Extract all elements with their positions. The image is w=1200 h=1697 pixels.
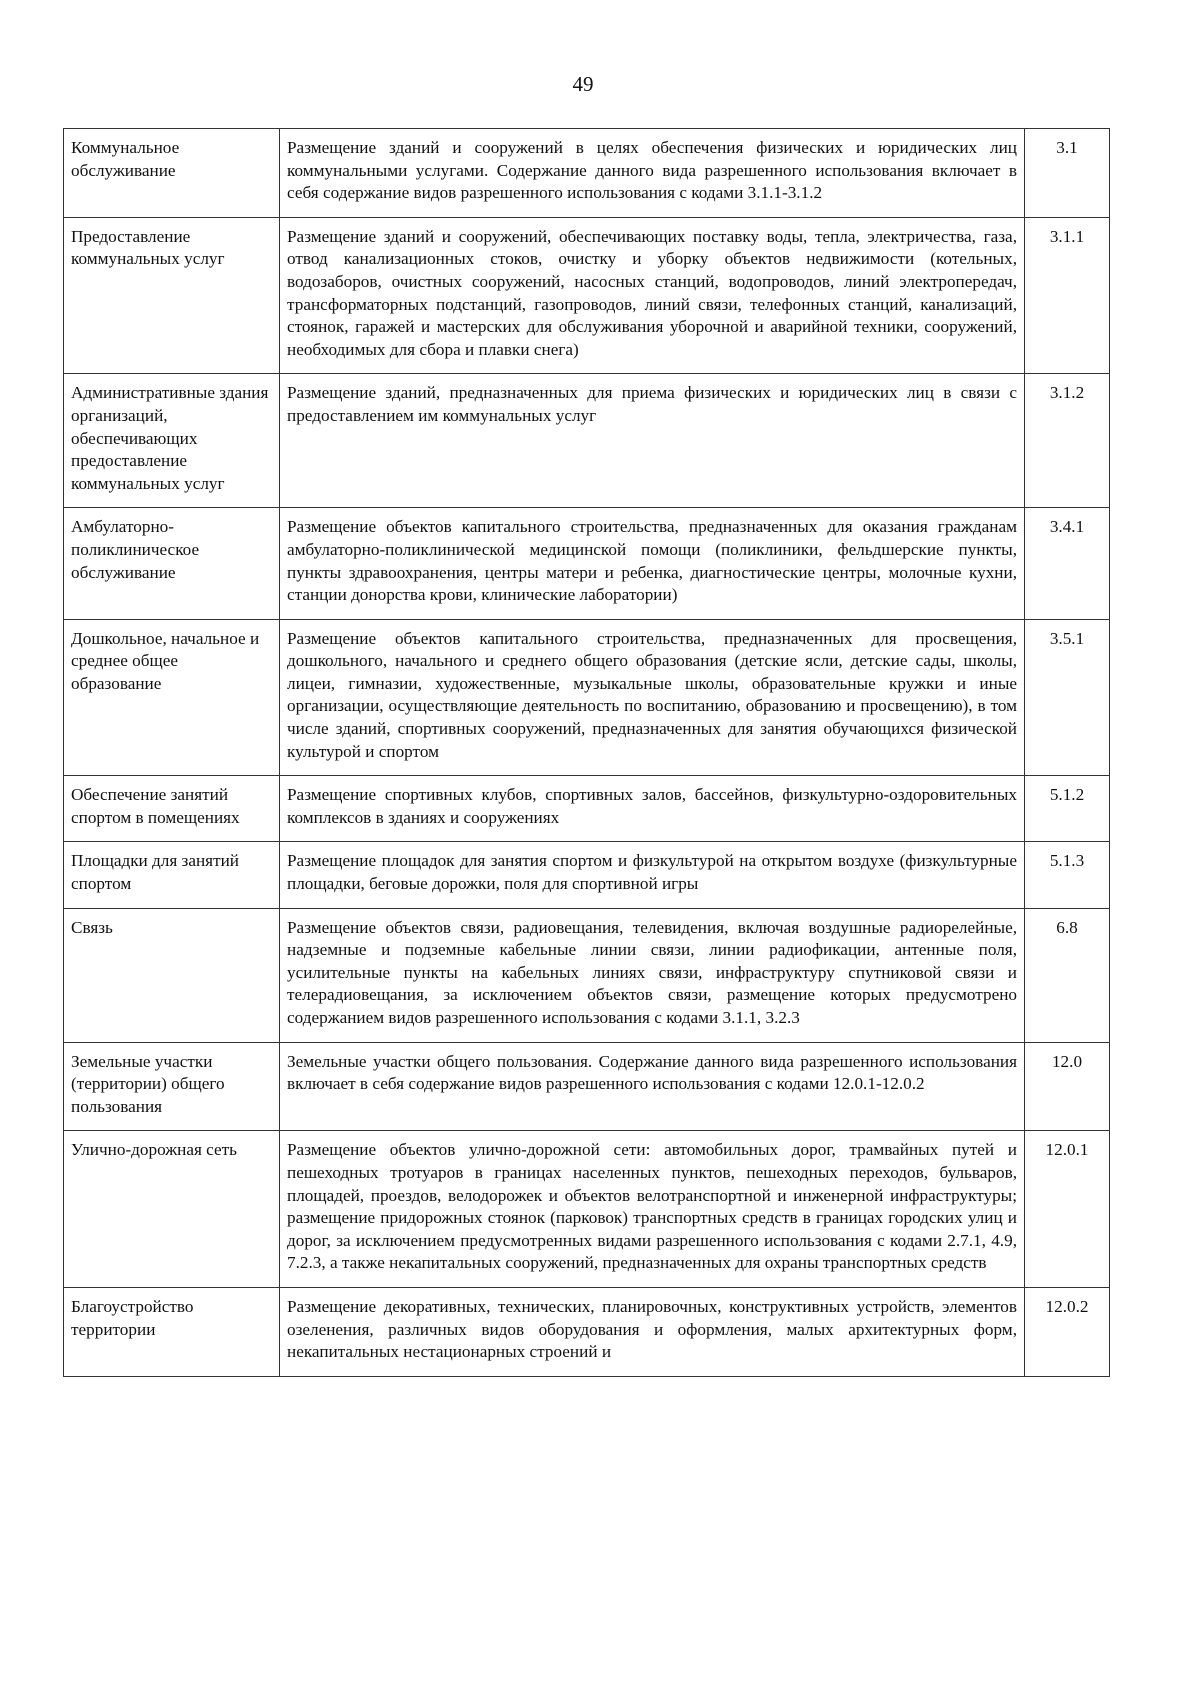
use-type-name: Обеспечение занятий спортом в помещениях xyxy=(64,776,280,842)
table-row xyxy=(64,1042,1110,1131)
table-row xyxy=(64,217,1110,374)
use-type-name: Земельные участки (территории) общего пользования xyxy=(64,1042,280,1131)
use-type-name: Связь xyxy=(64,908,280,1042)
use-type-code: 3.5.1 xyxy=(1025,619,1110,776)
table-row xyxy=(64,908,1110,1042)
use-type-description: Размещение объектов связи, радиовещания, телевидения, включая воздушные радиорелейные, надземные и подземные кабельные линии связи, линии радиофикации, антенные поля, усилительные пункты на кабельных линиях связи, инфраструктуру спутниковой связи и телерадиовещания, за исключением объектов связи, размещение которых предусмотрено содержанием видов разрешенного использования с кодами 3.1.1, 3.2.3 xyxy=(280,908,1025,1042)
use-type-description: Размещение спортивных клубов, спортивных залов, бассейнов, физкультурно-оздоровительных комплексов в зданиях и сооружениях xyxy=(280,776,1025,842)
use-type-name: Предоставление коммунальных услуг xyxy=(64,217,280,374)
use-type-description: Размещение декоративных, технических, планировочных, конструктивных устройств, элементов озеленения, различных видов оборудования и оформления, малых архитектурных форм, некапитальных нестационарных строений и xyxy=(280,1287,1025,1376)
use-type-description: Земельные участки общего пользования. Содержание данного вида разрешенного использования включает в себя содержание видов разрешенного использования с кодами 12.0.1-12.0.2 xyxy=(280,1042,1025,1131)
use-type-code: 12.0.2 xyxy=(1025,1287,1110,1376)
use-type-description: Размещение объектов капитального строительства, предназначенных для просвещения, дошкольного, начального и среднего общего образования (детские ясли, детские сады, школы, лицеи, гимназии, художественные, музыкальные школы, образовательные кружки и иные организации, осуществляющие деятельность по воспитанию, образованию и просвещению), в том числе зданий, спортивных сооружений, предназначенных для занятия обучающихся физической культурой и спортом xyxy=(280,619,1025,776)
use-type-code: 3.4.1 xyxy=(1025,508,1110,619)
table-row xyxy=(64,842,1110,908)
use-type-description: Размещение зданий, предназначенных для приема физических и юридических лиц в связи с предоставлением им коммунальных услуг xyxy=(280,374,1025,508)
table-row xyxy=(64,374,1110,508)
land-use-table xyxy=(63,128,1110,1377)
use-type-code: 6.8 xyxy=(1025,908,1110,1042)
use-type-description: Размещение объектов улично-дорожной сети: автомобильных дорог, трамвайных путей и пешеходных тротуаров в границах населенных пунктов, пешеходных переходов, бульваров, площадей, проездов, велодорожек и объектов велотранспортной и инженерной инфраструктуры; размещение придорожных стоянок (парковок) транспортных средств в границах городских улиц и дорог, за исключением предусмотренных видами разрешенного использования с кодами 2.7.1, 4.9, 7.2.3, а также некапитальных сооружений, предназначенных для охраны транспортных средств xyxy=(280,1131,1025,1288)
use-type-name: Административные здания организаций, обеспечивающих предоставление коммунальных услуг xyxy=(64,374,280,508)
use-type-code: 12.0 xyxy=(1025,1042,1110,1131)
use-type-code: 3.1.1 xyxy=(1025,217,1110,374)
use-type-name: Дошкольное, начальное и среднее общее образование xyxy=(64,619,280,776)
table-row xyxy=(64,1131,1110,1288)
table-row xyxy=(64,1287,1110,1376)
page-number: 49 xyxy=(572,72,594,96)
table-row xyxy=(64,776,1110,842)
use-type-description: Размещение зданий и сооружений, обеспечивающих поставку воды, тепла, электричества, газа, отвод канализационных стоков, очистку и уборку объектов недвижимости (котельных, водозаборов, очистных сооружений, насосных станций, водопроводов, линий электропередач, трансформаторных подстанций, газопроводов, линий связи, телефонных станций, канализаций, стоянок, гаражей и мастерских для обслуживания уборочной и аварийной техники, сооружений, необходимых для сбора и плавки снега) xyxy=(280,217,1025,374)
use-type-name: Амбулаторно-поликлиническое обслуживание xyxy=(64,508,280,619)
use-type-name: Улично-дорожная сеть xyxy=(64,1131,280,1288)
use-type-name: Площадки для занятий спортом xyxy=(64,842,280,908)
use-type-code: 3.1.2 xyxy=(1025,374,1110,508)
use-type-name: Коммунальное обслуживание xyxy=(64,129,280,218)
use-type-code: 12.0.1 xyxy=(1025,1131,1110,1288)
use-type-description: Размещение объектов капитального строительства, предназначенных для оказания гражданам амбулаторно-поликлинической медицинской помощи (поликлиники, фельдшерские пункты, пункты здравоохранения, центры матери и ребенка, диагностические центры, молочные кухни, станции донорства крови, клинические лаборатории) xyxy=(280,508,1025,619)
use-type-code: 5.1.3 xyxy=(1025,842,1110,908)
table-row xyxy=(64,619,1110,776)
table-row xyxy=(64,508,1110,619)
use-type-code: 5.1.2 xyxy=(1025,776,1110,842)
use-type-code: 3.1 xyxy=(1025,129,1110,218)
use-type-description: Размещение площадок для занятия спортом и физкультурой на открытом воздухе (физкультурные площадки, беговые дорожки, поля для спортивной игры xyxy=(280,842,1025,908)
table-row xyxy=(64,129,1110,218)
use-type-description: Размещение зданий и сооружений в целях обеспечения физических и юридических лиц коммунальными услугами. Содержание данного вида разрешенного использования включает в себя содержание видов разрешенного использования с кодами 3.1.1-3.1.2 xyxy=(280,129,1025,218)
use-type-name: Благоустройство территории xyxy=(64,1287,280,1376)
